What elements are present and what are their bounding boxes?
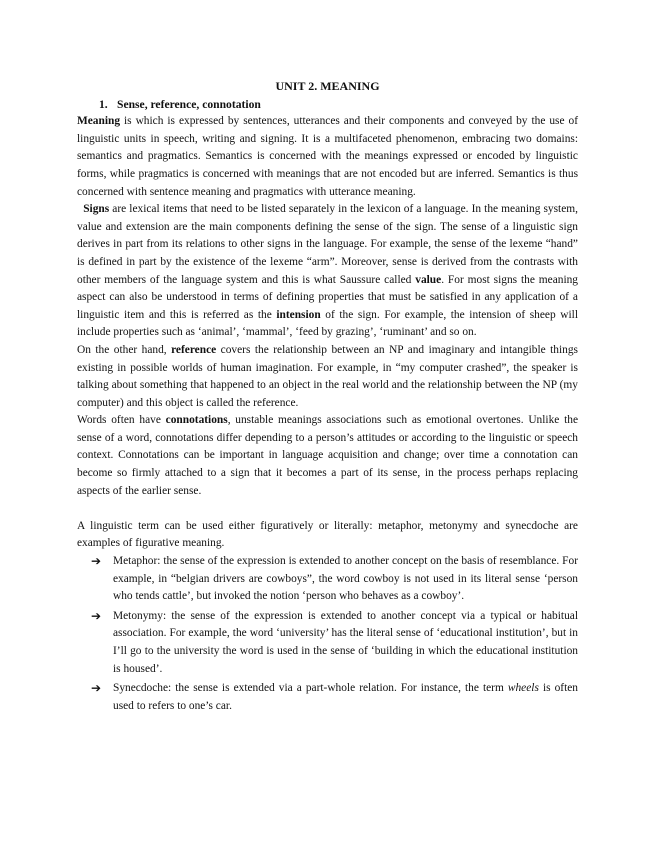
paragraph-meaning <box>77 113 578 201</box>
term-wheels: wheels <box>507 682 539 695</box>
arrow-right-icon: ➔ <box>91 681 102 696</box>
paragraph-connotations-text-b: , unstable meanings associations such as emotional overtones. Unlike the sense of a word, connotations differ depending to a person’s attitudes or according to the linguistic or speech context. Connotations can be important in language acquisition and change; over time a connotation can become so firmly attached to a sign that it becomes a part of its sense, in the process perhaps replacing aspects of the earlier sense. <box>77 414 579 497</box>
list-item-metonymy-text: Metonymy: the sense of the expression is extended to another concept via a typical or habitual association. For example, the word ‘university’ has the literal sense of ‘educational institution’, but in I’ll go to the university the word is used in the sense of ‘building in which the educational institution is housed’. <box>113 609 578 675</box>
list-item-metaphor <box>91 553 578 606</box>
section-heading-text: Sense, reference, connotation <box>117 97 261 111</box>
page-title: UNIT 2. MEANING <box>275 79 380 93</box>
figurative-list <box>77 553 578 715</box>
paragraph-figurative: A linguistic term can be used either figuratively or literally: metaphor, metonymy and synecdoche are examples of figurative meaning. <box>77 519 578 550</box>
term-value: value <box>415 273 442 286</box>
term-intension: intension <box>276 308 321 321</box>
paragraph-connotations-text-a: Words often have <box>77 414 166 427</box>
arrow-right-icon: ➔ <box>91 608 102 623</box>
list-item-synecdoche-text-b: is often used to refers to one’s car. <box>113 682 578 712</box>
list-item-metaphor-text: Metaphor: the sense of the expression is extended to another concept on the basis of resemblance. For example, in “belgian drivers are cowboys”, the word cowboy is not used in its literal sense ‘person who tends cattle’, but invoked the notion ‘person who behaves as a cowboy’. <box>113 555 578 603</box>
term-signs: Signs <box>83 203 110 216</box>
section-number: 1. <box>99 97 108 111</box>
paragraph-reference-text-b: covers the relationship between an NP and imaginary and intangible things existing in possible worlds of human imagination. For example, in “my computer crashed”, the speaker is talking about something that happened to an object in the real world and the relationship between the NP (my computer) and this object is called the reference. <box>77 343 578 409</box>
paragraph-reference-text-a: On the other hand, <box>77 343 172 356</box>
document-page <box>77 78 578 715</box>
blank-line <box>77 500 578 518</box>
section-heading <box>99 96 578 114</box>
list-item-synecdoche <box>91 680 578 715</box>
arrow-right-icon: ➔ <box>91 554 102 569</box>
paragraph-meaning-text: is which is expressed by sentences, utterances and their components and conveyed by the use of linguistic units in speech, writing and signing. It is a multifaceted phenomenon, embracing two domains: semantics and pragmatics. Semantics is concerned with the meanings expressed or encoded by linguistic forms, while pragmatics is concerned with meanings that are not encoded but are inferred. Semantics is thus concerned with sentence meaning and pragmatics with utterance meaning. <box>77 115 578 198</box>
list-item-synecdoche-text-a: Synecdoche: the sense is extended via a part-whole relation. For instance, the term <box>113 682 508 695</box>
paragraph-signs <box>77 201 578 342</box>
list-item-metonymy <box>91 608 578 678</box>
paragraph-signs-text-c: of the sign. For example, the intension of sheep will include properties such as ‘animal’, ‘mammal’, ‘feed by grazing’, ‘ruminant’ and so on. <box>77 308 578 339</box>
term-reference: reference <box>171 343 217 356</box>
paragraph-signs-text-b: . For most signs the meaning aspect can also be understood in terms of defining properties that must be satisfied in any application of a linguistic item and this is referred as the <box>77 273 578 321</box>
paragraph-reference <box>77 342 578 412</box>
paragraph-signs-text-a: are lexical items that need to be listed separately in the lexicon of a language. In the meaning system, value and extension are the main components defining the sense of the sign. The sense of a linguistic sign derives in part from its relations to other signs in the language. For example, the sense of the lexeme “hand” is defined in part by the existence of the lexeme “arm”. Moreover, sense is derived from the contrasts with other members of the language system and this is what Saussure called <box>77 203 578 286</box>
term-connotations: connotations <box>165 414 228 427</box>
term-meaning: Meaning <box>77 115 121 128</box>
paragraph-connotations <box>77 412 578 500</box>
